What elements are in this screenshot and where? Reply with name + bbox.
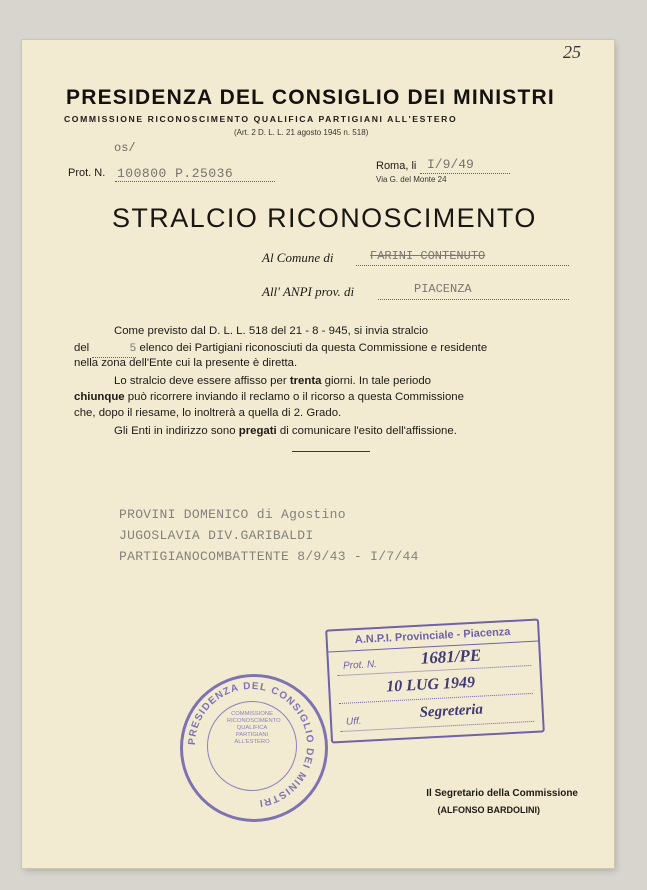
- body-text: Lo stralcio deve essere affisso per: [114, 375, 287, 387]
- document-heading: STRALCIO RICONOSCIMENTO: [112, 203, 537, 233]
- body-text: giorni. In tale periodo: [324, 375, 432, 387]
- stamp-uff-label: Uff.: [345, 715, 362, 728]
- stamp-line: [340, 721, 534, 732]
- anpi-label: All' ANPI prov. di: [262, 284, 355, 299]
- seal-text: PRESIDENZA DEL CONSIGLIO DEI MINISTRI: [186, 680, 316, 809]
- header-title: PRESIDENZA DEL CONSIGLIO DEI MINISTRI: [66, 86, 555, 109]
- body-bold-text: chiunque: [74, 391, 125, 403]
- signatory-name: (ALFONSO BARDOLINI): [437, 805, 540, 815]
- body-bold-text: pregati: [238, 425, 277, 437]
- comune-dotted-line: [356, 265, 569, 266]
- comune-value: FARINI CONTENUTO: [370, 249, 486, 263]
- document-date: I/9/49: [427, 157, 474, 172]
- stamp-line: [339, 693, 533, 704]
- body-line: che, dopo il riesame, lo inoltrerà a quella di 2. Grado.: [74, 407, 342, 419]
- body-line: nella zona dell'Ente cui la presente è diretta.: [74, 357, 298, 369]
- protocol-prefix: os/: [114, 141, 136, 155]
- page-number: 25: [563, 42, 581, 62]
- typed-partisan-unit: JUGOSLAVIA DIV.GARIBALDI: [119, 528, 314, 543]
- anpi-value: PIACENZA: [414, 282, 472, 296]
- anpi-dotted-line: [378, 299, 569, 300]
- header-subtitle: COMMISSIONE RICONOSCIMENTO QUALIFICA PARTIGIANI ALL'ESTERO: [64, 114, 458, 124]
- body-text: può ricorrere inviando il reclamo o il ricorso a questa Commissione: [127, 391, 464, 403]
- date-dotted-line: [420, 173, 510, 174]
- signatory-role: Il Segretario della Commissione: [426, 788, 578, 799]
- body-text: elenco dei Partigiani riconosciuti da questa Commissione e residente: [139, 342, 488, 354]
- typed-partisan-status: PARTIGIANOCOMBATTENTE 8/9/43 - I/7/44: [119, 549, 419, 564]
- elenco-number: 5: [129, 343, 137, 355]
- stamp-prot-label: Prot. N.: [342, 659, 378, 672]
- body-line: Come previsto dal D. L. L. 518 del 21 - 8 - 945, si invia stralcio: [114, 325, 429, 337]
- document-sheet: [22, 40, 614, 868]
- body-bold-text: trenta: [289, 375, 322, 387]
- stamp-prot-value: 1681/PE: [420, 645, 482, 668]
- separator-rule: [292, 451, 370, 452]
- law-reference: (Art. 2 D. L. L. 21 agosto 1945 n. 518): [234, 128, 369, 137]
- protocol-label: Prot. N.: [68, 167, 106, 179]
- stamp-header: A.N.P.I. Provinciale - Piacenza: [327, 621, 538, 653]
- protocol-dotted-line: [115, 181, 275, 182]
- body-text: Gli Enti in indirizzo sono: [114, 425, 236, 437]
- office-address: Via G. del Monte 24: [376, 175, 447, 184]
- typed-partisan-name: PROVINI DOMENICO di Agostino: [119, 507, 346, 522]
- comune-label: Al Comune di: [262, 250, 334, 265]
- protocol-number: 100800 P.25036: [117, 166, 234, 181]
- body-line: [74, 389, 464, 405]
- body-text: del: [74, 342, 90, 354]
- official-seal: [180, 674, 328, 822]
- stamp-date-value: 10 LUG 1949: [385, 673, 476, 696]
- body-text: di comunicare l'esito dell'affissione.: [279, 425, 457, 437]
- place-label: Roma, li: [376, 160, 417, 172]
- anpi-receipt-stamp: [325, 618, 545, 743]
- body-line: [114, 373, 431, 389]
- seal-inner-text: COMMISSIONE RICONOSCIMENTO QUALIFICA PARTIGIANI ALL'ESTERO: [227, 711, 281, 745]
- stamp-uff-value: Segreteria: [419, 701, 484, 721]
- body-line: [114, 423, 457, 439]
